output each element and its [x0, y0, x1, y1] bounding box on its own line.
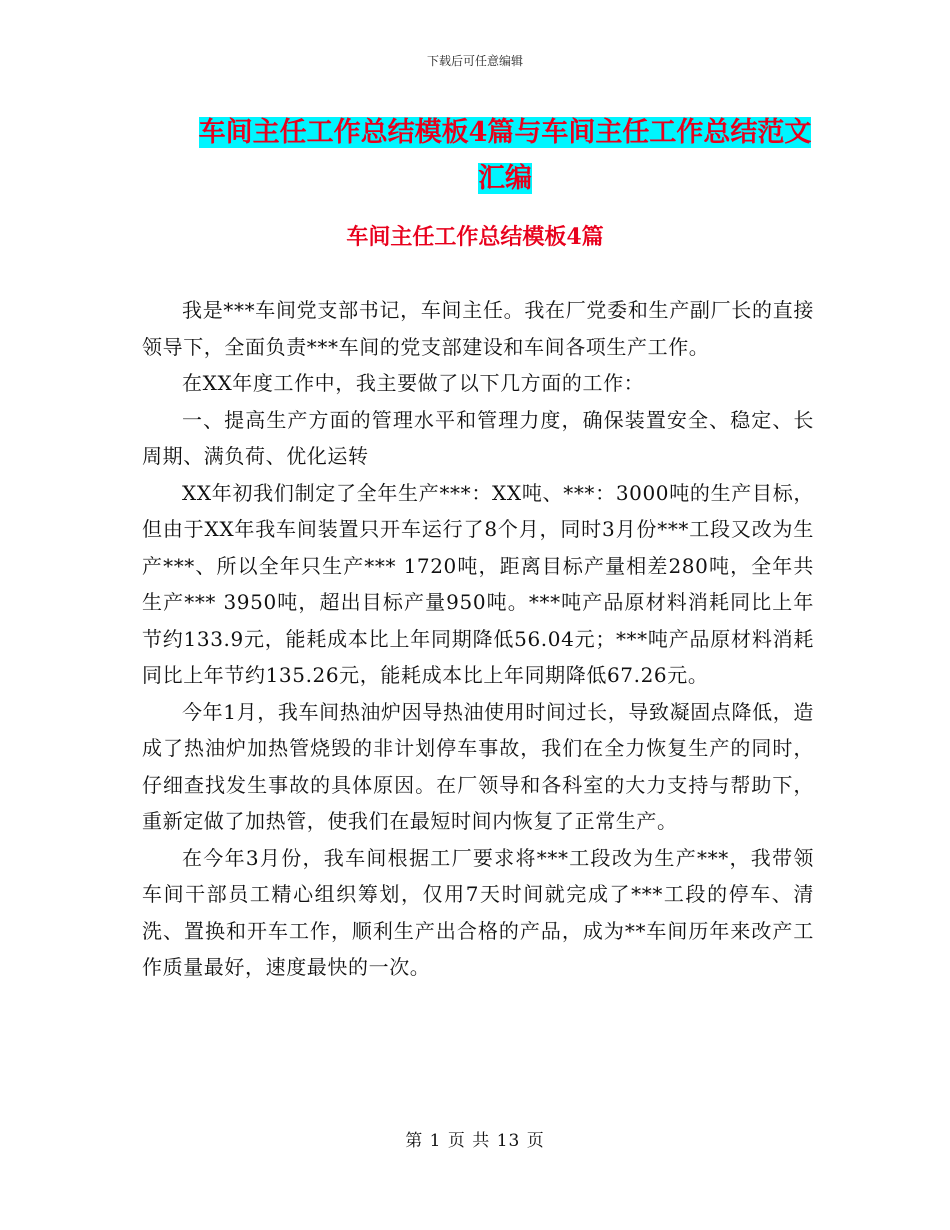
document-title [195, 110, 815, 202]
document-title-line-2: 汇编 [478, 163, 532, 194]
paragraph: 在今年3月份，我车间根据工厂要求将***工段改为生产***，我带领车间干部员工精心组织筹划，仅用7天时间就完成了***工段的停车、清洗、置换和开车工作，顺利生产出合格的产品，成为**车间历年来改产工作质量最好，速度最快的一次。 [142, 845, 814, 979]
page-number-footer: 第 1 页 共 13 页 [405, 1131, 545, 1151]
document-body [142, 292, 814, 986]
section-title: 车间主任工作总结模板4篇 [346, 224, 604, 250]
paragraph: 一、提高生产方面的管理水平和管理力度，确保装置安全、稳定、长周期、满负荷、优化运转 [142, 407, 814, 468]
document-title-line-1: 车间主任工作总结模板4篇与车间主任工作总结范文 [198, 117, 812, 148]
paragraph: 我是***车间党支部书记，车间主任。我在厂党委和生产副厂长的直接领导下，全面负责***车间的党支部建设和车间各项生产工作。 [142, 298, 814, 359]
paragraph: 今年1月，我车间热油炉因导热油使用时间过长，导致凝固点降低，造成了热油炉加热管烧毁的非计划停车事故，我们在全力恢复生产的同时，仔细查找发生事故的具体原因。在厂领导和各科室的大力支持与帮助下，重新定做了加热管，使我们在最短时间内恢复了正常生产。 [142, 699, 814, 833]
paragraph: 在XX年度工作中，我主要做了以下几方面的工作： [182, 371, 645, 395]
paragraph: XX年初我们制定了全年生产***：XX吨、***：3000吨的生产目标，但由于XX年我车间装置只开车运行了8个月，同时3月份***工段又改为生产***、所以全年只生产*** 1720吨，距离目标产量相差280吨，全年共生产*** 3950吨，超出目标产量950吨。***吨产品原材料消耗同比上年节约133.9元，能耗成本比上年同期降低56.04元；***吨产品原材料消耗同比上年节约135.26元，能耗成本比上年同期降低67.26元。 [142, 480, 814, 687]
page-header-note: 下载后可任意编辑 [426, 54, 523, 68]
